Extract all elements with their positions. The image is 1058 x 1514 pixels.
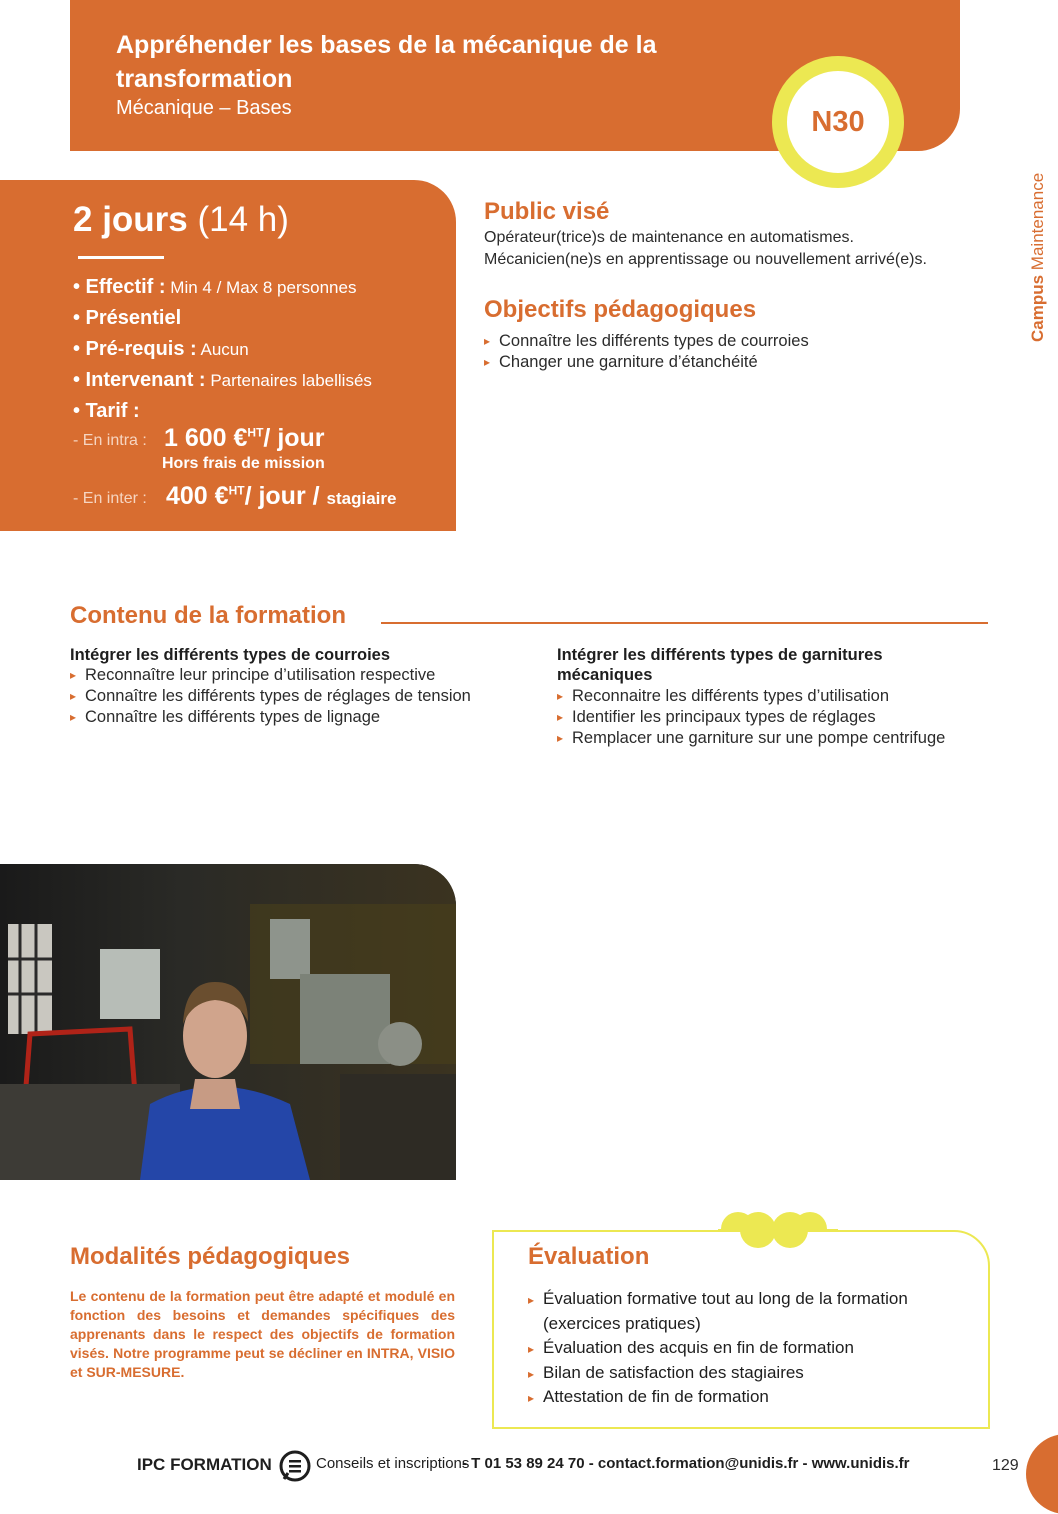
page-subtitle: Mécanique – Bases xyxy=(116,97,292,119)
effectif-label: • Effectif : xyxy=(73,276,166,298)
inter-per-day: / jour / xyxy=(244,482,320,510)
modalites-text: Le contenu de la formation peut être adapté et modulé en fonction des besoins et demandes spécifiques des apprenants dans le respect des objectifs de formation visés. Notre programme peut se décliner en INTRA, VISIO et SUR-MESURE. xyxy=(70,1288,455,1380)
inter-price xyxy=(166,482,396,511)
contenu-col2-heading: Intégrer les différents types de garnitures mécaniques xyxy=(557,646,883,684)
list-item: ▸ Attestation de fin de formation xyxy=(528,1385,968,1410)
campus-side-label xyxy=(1028,173,1048,342)
intra-ht: HT xyxy=(247,425,264,440)
prerequis-line xyxy=(73,338,249,361)
footer-contact: - T 01 53 89 24 70 - contact.formation@unidis.fr - www.unidis.fr xyxy=(462,1455,910,1472)
list-item: ▸ Connaître les différents types de lignage xyxy=(70,707,495,728)
footer-brand-rest: FORMATION xyxy=(170,1455,272,1474)
intervenant-line xyxy=(73,369,372,392)
contenu-divider xyxy=(381,622,988,624)
evaluation-list xyxy=(528,1287,968,1410)
intra-per-day: / jour xyxy=(263,424,325,452)
intra-price xyxy=(164,424,325,453)
contenu-col1-list xyxy=(70,665,495,728)
footer-conseils: Conseils et inscriptions xyxy=(316,1455,470,1472)
tarif-label: • Tarif : xyxy=(73,400,140,422)
chat-icon xyxy=(278,1449,312,1483)
contenu-col2-list xyxy=(557,686,997,749)
course-code-badge xyxy=(772,56,904,188)
presentiel-label: • Présentiel xyxy=(73,307,182,329)
intervenant-label: • Intervenant : xyxy=(73,369,206,391)
effectif-value: Min 4 / Max 8 personnes xyxy=(170,278,357,297)
inter-label: - En inter : xyxy=(73,490,147,507)
intra-label: - En intra : xyxy=(73,432,147,449)
presentiel-line xyxy=(73,307,181,330)
duration xyxy=(73,200,289,240)
public-line-1: Opérateur(trice)s de maintenance en automatismes. xyxy=(484,229,854,246)
list-item: ▸ Évaluation formative tout au long de la formation (exercices pratiques) xyxy=(528,1287,968,1336)
effectif-line xyxy=(73,276,356,299)
list-item: ▸ Identifier les principaux types de réglages xyxy=(557,707,997,728)
public-title: Public visé xyxy=(484,198,610,225)
page-number: 129 xyxy=(992,1457,1019,1474)
list-item: ▸ Connaître les différents types de réglages de tension xyxy=(70,686,495,707)
footer-brand-bold: IPC xyxy=(137,1455,166,1474)
modalites-title: Modalités pédagogiques xyxy=(70,1243,351,1270)
list-item: ▸ Reconnaître leur principe d’utilisation respective xyxy=(70,665,495,686)
course-code: N30 xyxy=(811,105,865,138)
tarif-line xyxy=(73,400,140,423)
public-line-2: Mécanicien(ne)s en apprentissage ou nouvellement arrivé(e)s. xyxy=(484,251,927,268)
objectifs-title: Objectifs pédagogiques xyxy=(484,296,757,323)
intra-price-value: 1 600 € xyxy=(164,424,248,452)
duration-underline xyxy=(78,256,164,259)
list-item: ▸ Changer une garniture d’étanchéité xyxy=(484,352,809,373)
list-item: ▸ Évaluation des acquis en fin de formation xyxy=(528,1336,968,1361)
prerequis-label: • Pré-requis : xyxy=(73,338,197,360)
duration-days: 2 jours xyxy=(73,200,188,239)
campus-label-bold: Campus xyxy=(1028,274,1047,342)
contenu-title: Contenu de la formation xyxy=(70,602,346,629)
inter-per-trainee: stagiaire xyxy=(326,489,397,508)
inter-price-value: 400 € xyxy=(166,482,229,510)
duration-hours: (14 h) xyxy=(197,200,289,239)
campus-label-rest: Maintenance xyxy=(1028,172,1047,271)
inter-ht: HT xyxy=(228,483,245,498)
contenu-col1-heading: Intégrer les différents types de courroies xyxy=(70,646,391,664)
intervenant-value: Partenaires labellisés xyxy=(210,371,372,390)
intra-note: Hors frais de mission xyxy=(162,455,325,472)
list-item: ▸ Connaître les différents types de courroies xyxy=(484,331,809,352)
workshop-photo-illustration xyxy=(0,864,456,1180)
prerequis-value: Aucun xyxy=(200,340,249,359)
objectifs-list xyxy=(484,331,809,373)
corner-decoration xyxy=(1026,1434,1058,1514)
page-title: Appréhender les bases de la mécanique de la transformation xyxy=(116,31,657,93)
list-item: ▸ Remplacer une garniture sur une pompe centrifuge xyxy=(557,728,997,749)
footer-brand xyxy=(137,1455,272,1475)
evaluation-title: Évaluation xyxy=(528,1243,650,1270)
list-item: ▸ Reconnaitre les différents types d’utilisation xyxy=(557,686,997,707)
workshop-photo xyxy=(0,864,456,1180)
list-item: ▸ Bilan de satisfaction des stagiaires xyxy=(528,1361,968,1386)
